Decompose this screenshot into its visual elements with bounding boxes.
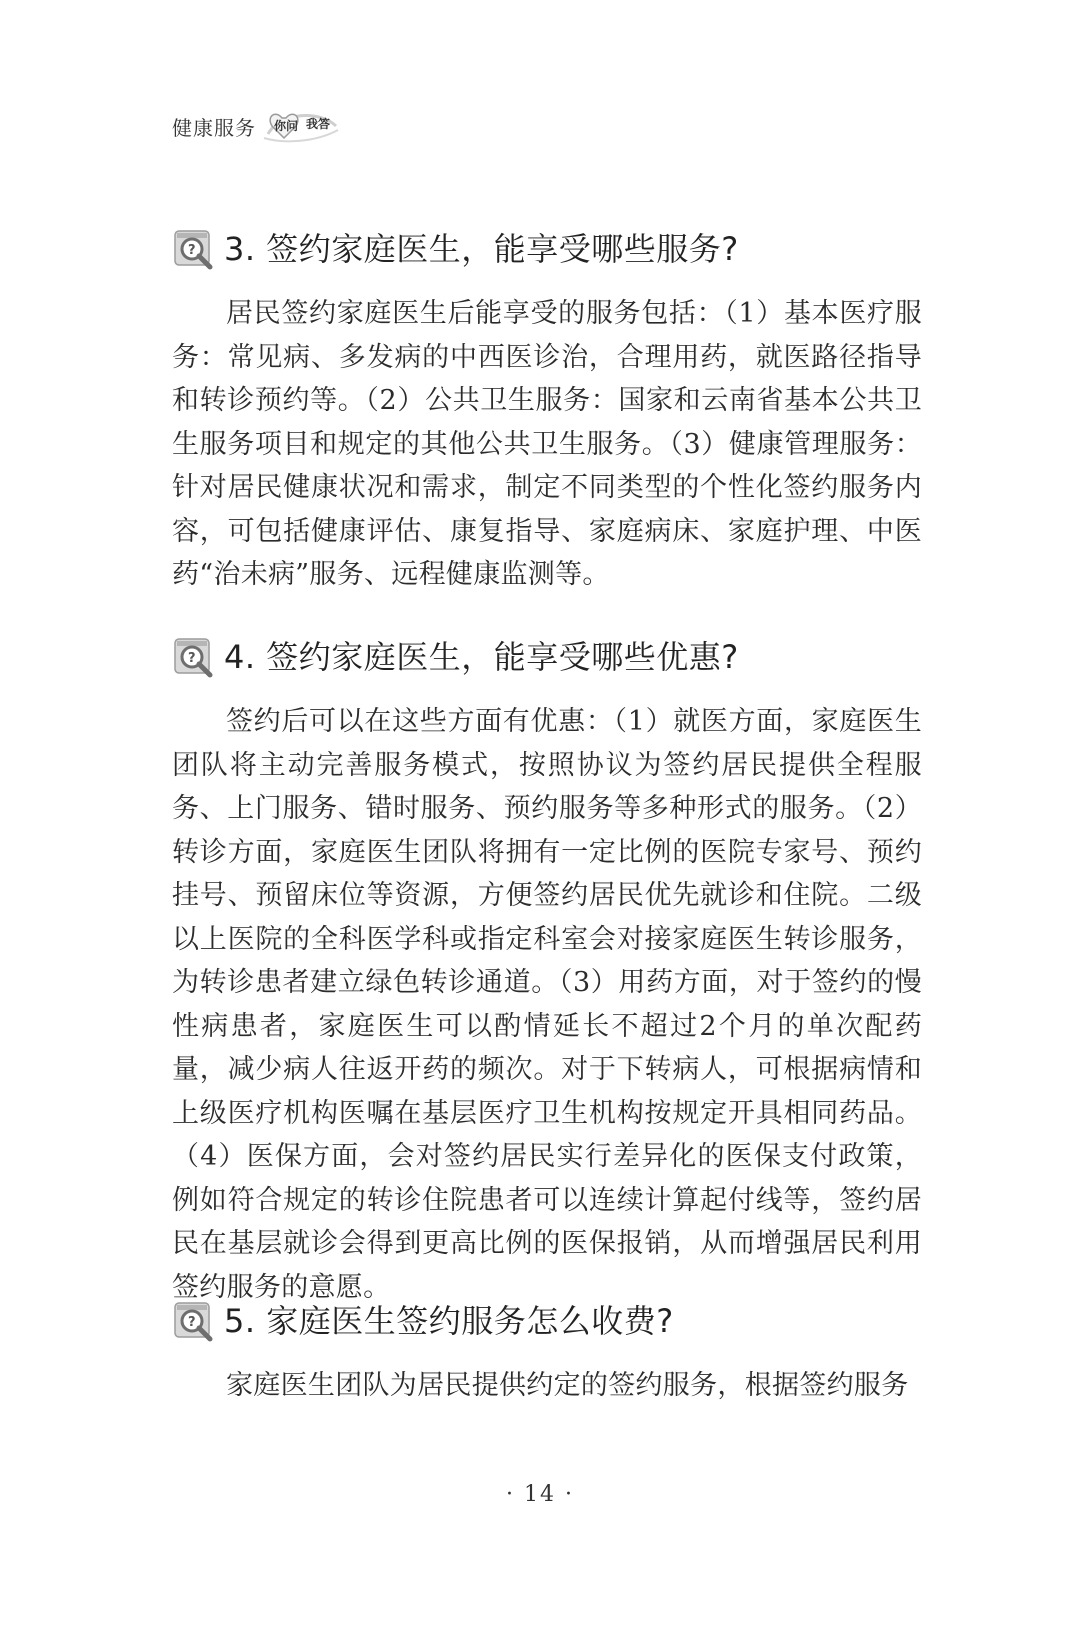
section-heading [172, 220, 922, 274]
svg-text:?: ? [188, 1315, 196, 1330]
section-3 [172, 220, 922, 597]
section-heading [172, 1292, 922, 1346]
running-header [172, 104, 340, 148]
logo-text-left: 你问 [274, 119, 299, 133]
heart-ribbon-logo-icon [260, 104, 340, 148]
svg-text:?: ? [188, 651, 196, 666]
section-heading-text: 4. 签约家庭医生，能享受哪些优惠? [224, 638, 739, 676]
magnifier-question-icon [172, 223, 220, 271]
section-4 [172, 628, 922, 1309]
section-body: 居民签约家庭医生后能享受的服务包括：（1）基本医疗服务：常见病、多发病的中西医诊治，合理用药，就医路径指导和转诊预约等。（2）公共卫生服务：国家和云南省基本公共卫生服务项目和规定的其他公共卫生服务。（3）健康管理服务：针对居民健康状况和需求，制定不同类型的个性化签约服务内容，可包括健康评估、康复指导、家庭病床、家庭护理、中医药“治未病”服务、远程健康监测等。 [172, 298, 922, 590]
page-number: · 14 · [506, 1482, 574, 1507]
header-title: 健康服务 [172, 115, 256, 140]
svg-text:?: ? [188, 243, 196, 258]
magnifier-question-icon [172, 1295, 220, 1343]
section-heading-text: 5. 家庭医生签约服务怎么收费? [224, 1302, 674, 1340]
section-body: 签约后可以在这些方面有优惠：（1）就医方面，家庭医生团队将主动完善服务模式，按照协议为签约居民提供全程服务、上门服务、错时服务、预约服务等多种形式的服务。（2）转诊方面，家庭医生团队将拥有一定比例的医院专家号、预约挂号、预留床位等资源，方便签约居民优先就诊和住院。二级以上医院的全科医学科或指定科室会对接家庭医生转诊服务，为转诊患者建立绿色转诊通道。（3）用药方面，对于签约的慢性病患者，家庭医生可以酌情延长不超过2个月的单次配药量，减少病人往返开药的频次。对于下转病人，可根据病情和上级医疗机构医嘱在基层医疗卫生机构按规定开具相同药品。（4）医保方面，会对签约居民实行差异化的医保支付政策，例如符合规定的转诊住院患者可以连续计算起付线等，签约居民在基层就诊会得到更高比例的医保报销，从而增强居民利用签约服务的意愿。 [172, 706, 922, 1303]
magnifier-question-icon [172, 631, 220, 679]
section-heading-text: 3. 签约家庭医生，能享受哪些服务? [224, 230, 739, 268]
section-heading [172, 628, 922, 682]
section-5 [172, 1292, 922, 1408]
section-body: 家庭医生团队为居民提供约定的签约服务，根据签约服务 [226, 1370, 909, 1401]
logo-text-right: 我答 [306, 117, 331, 131]
